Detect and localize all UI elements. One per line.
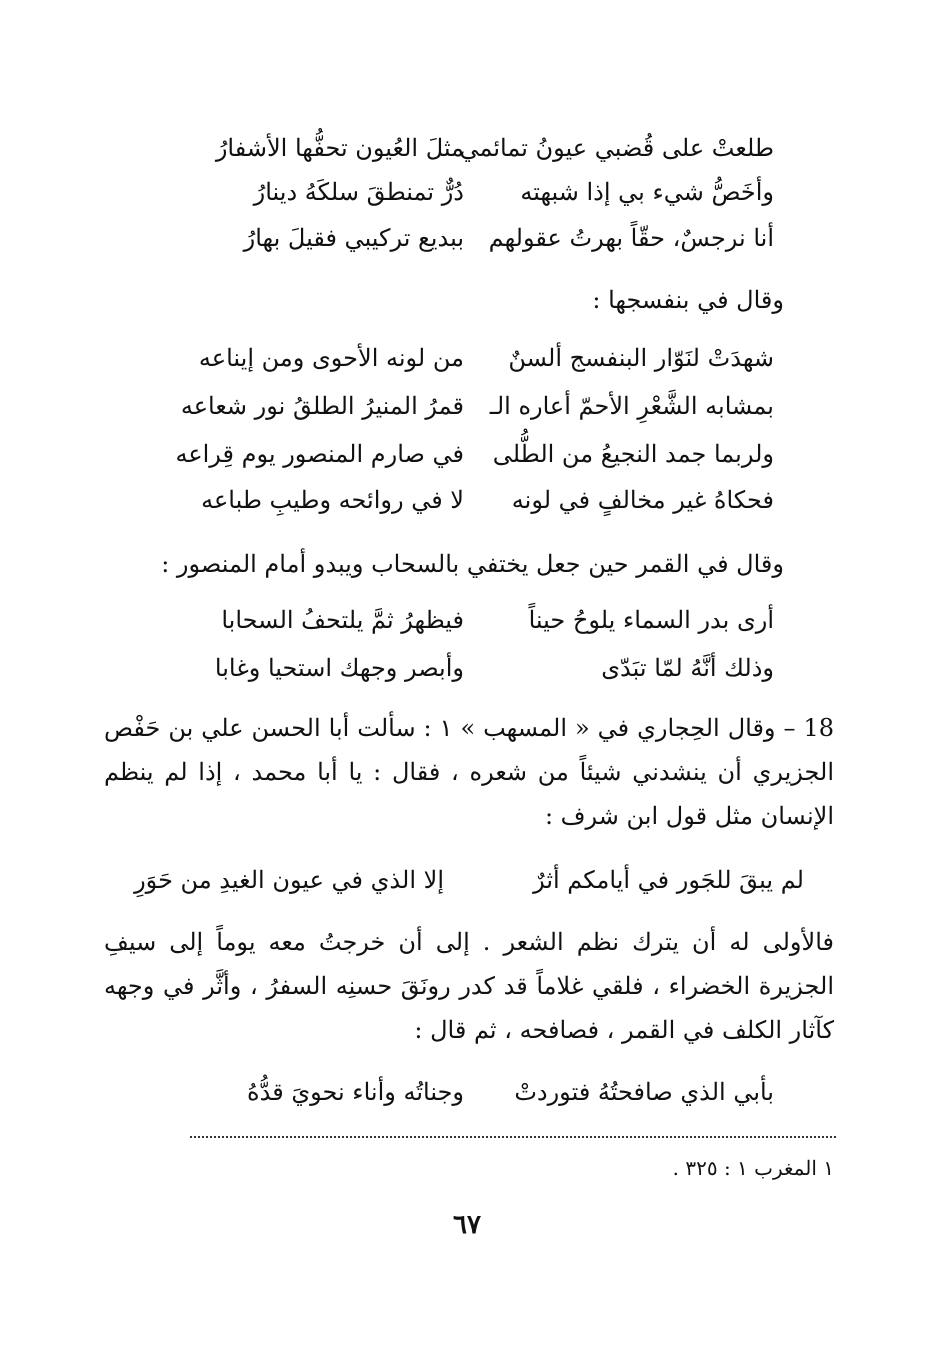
page-number: ٦٧	[453, 1210, 481, 1240]
prose-paragraph	[104, 706, 834, 838]
verse-hemistich-second: وجناتُه وأناء نحويَ قدُّهُ	[247, 1078, 464, 1106]
verse-hemistich-second: مثلَ العُيون تحفُّها الأشفارُ	[215, 134, 464, 162]
verse-hemistich-first: شهدَتْ لنَوّار البنفسج ألسنٌ	[508, 344, 774, 372]
verse-hemistich-second: وأبصر وجهك استحيا وغابا	[214, 654, 464, 682]
footnote: ١ المغرب ١ : ٣٢٥ .	[672, 1156, 834, 1180]
verse-hemistich-first: أرى بدر السماء يلوحُ حيناً	[528, 606, 774, 634]
verse-hemistich-first: بأبي الذي صافحتُهُ فتوردتْ	[514, 1078, 774, 1106]
verse-hemistich-first: وذلك أنَّهُ لمّا تبَدّى	[601, 654, 774, 682]
verse-hemistich-first: فحكاهُ غير مخالفٍ في لونه	[511, 486, 774, 514]
verse-hemistich-second: لا في روائحه وطيبِ طباعه	[201, 486, 464, 514]
paragraph-text: 18 – وقال الحِجاري في « المسهب » ١ : سألت أبا الحسن علي بن حَفْص الجزيري أن ينشدني شيئاً من شعره ، فقال : يا أبا محمد ، إذا لم ينظم الإنسان مثل قول ابن شرف :	[104, 714, 834, 830]
section-intro: وقال في القمر حين جعل يختفي بالسحاب ويبدو أمام المنصور :	[161, 550, 784, 578]
verse	[0, 434, 934, 474]
verse	[0, 860, 934, 900]
verse	[0, 386, 934, 426]
verse	[0, 1072, 934, 1112]
verse-hemistich-first: أنا نرجسٌ، حقّاً بهرتُ عقولهم	[488, 224, 774, 252]
verse-hemistich-second: إلا الذي في عيون الغيدِ من حَوَرِ	[134, 866, 444, 894]
verse-hemistich-second: دُرٌّ تمنطقَ سلكَهُ دينارُ	[253, 178, 464, 206]
verse	[0, 218, 934, 258]
verse-hemistich-first: ولربما جمد النجيعُ من الطُّلى	[492, 440, 774, 468]
verse-hemistich-second: من لونه الأحوى ومن إيناعه	[198, 344, 464, 372]
verse-hemistich-second: فيظهرُ ثمَّ يلتحفُ السحابا	[221, 606, 464, 634]
paragraph-text: فالأولى له أن يترك نظم الشعر . إلى أن خرجتُ معه يوماً إلى سيفِ الجزيرة الخضراء ، فلقي غلاماً قد كدر رونَقَ حسنِه السفرُ ، وأثَّر في وجهه كآثار الكلف في القمر ، فصافحه ، ثم قال :	[104, 928, 834, 1044]
verse-hemistich-first: طلعتْ على قُضبي عيونُ تمائمي	[459, 134, 774, 162]
verse-hemistich-second: قمرُ المنيرُ الطلقُ نور شعاعه	[180, 392, 464, 420]
verse	[0, 338, 934, 378]
verse	[0, 480, 934, 520]
section-intro: وقال في بنفسجها :	[592, 286, 784, 314]
verse-hemistich-first: وأخَصُّ شيء بي إذا شبهته	[520, 178, 774, 206]
verse-hemistich-second: في صارم المنصور يوم قِراعه	[175, 440, 464, 468]
verse-hemistich-second: ببديع تركيبي فقيلَ بهارُ	[243, 224, 464, 252]
verse-hemistich-first: لم يبقَ للجَور في أيامكم أثرٌ	[533, 866, 804, 894]
footnote-separator	[190, 1136, 836, 1138]
verse-hemistich-first: بمشابه الشَّعْرِ الأحمّ أعاره الـ	[489, 392, 774, 420]
verse	[0, 128, 934, 168]
prose-paragraph	[104, 920, 834, 1052]
verse	[0, 600, 934, 640]
verse	[0, 648, 934, 688]
verse	[0, 172, 934, 212]
